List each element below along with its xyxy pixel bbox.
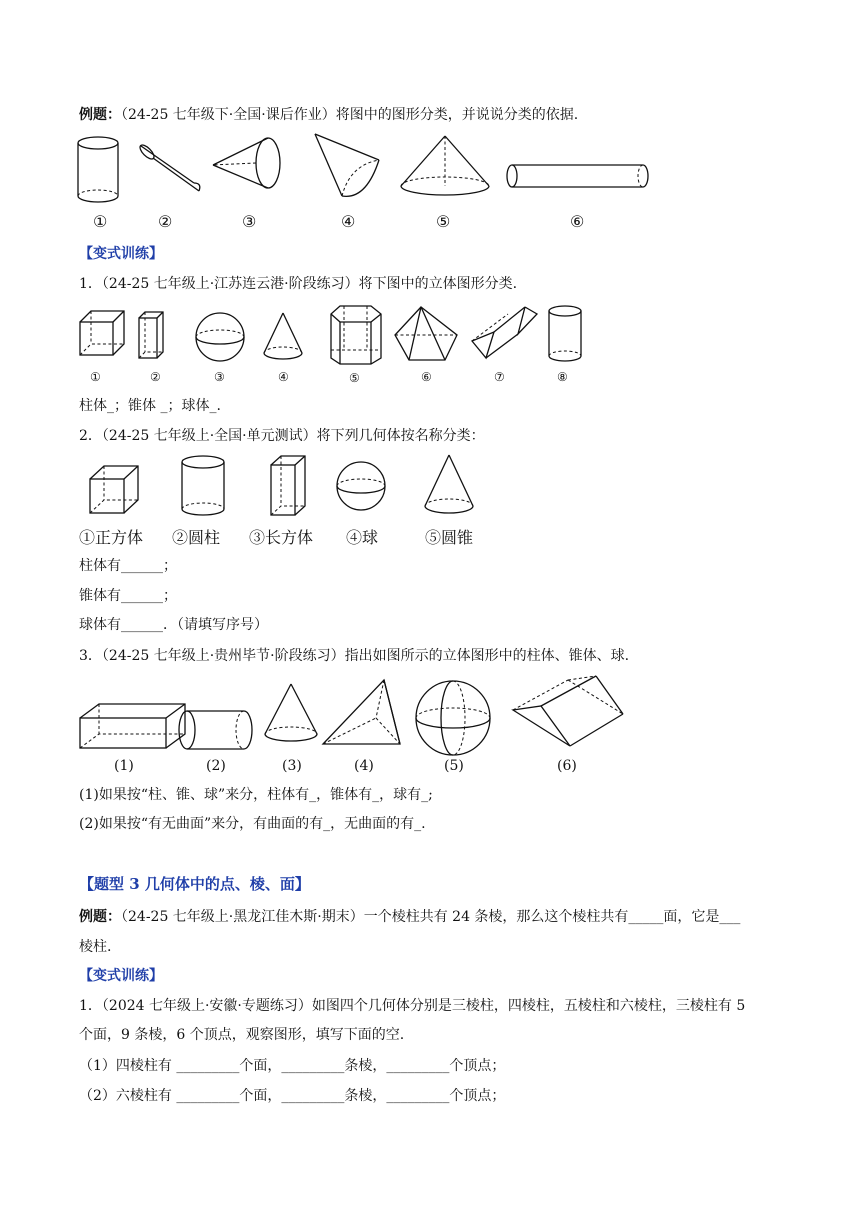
fig-e1-cylinder-upright (78, 137, 118, 202)
fig-e1-cone-horizontal (213, 138, 280, 188)
q1-answer-line: 柱体_；锥体 _；球体_. (79, 398, 221, 414)
q2-sphere-line: 球体有______．（请填写序号） (79, 617, 268, 633)
fig-label: (3) (282, 758, 302, 774)
q4-sub2: （2）六棱柱有 _________个面，_________条棱，_________个顶点； (79, 1088, 506, 1104)
fig-q2-cuboid (271, 456, 305, 515)
fig-q1-cube (80, 311, 124, 355)
q3-sub2: (2)如果按“有无曲面”来分，有曲面的有_，无曲面的有_. (79, 816, 426, 832)
fig-label: (6) (557, 758, 577, 774)
fig-q2-cylinder (182, 456, 224, 515)
section3-example (79, 908, 740, 926)
fig-q1-hexagonal-prism (331, 306, 381, 364)
fig-label: ④球 (346, 528, 379, 547)
fig-label: ① (90, 370, 101, 384)
fig-q2-cone (425, 455, 473, 513)
fig-q3-cylinder (179, 711, 252, 749)
fig-label: ⑧ (557, 370, 568, 384)
fig-q1-pyramid (395, 307, 457, 360)
fig-q1-triangular-prism (472, 307, 537, 358)
q1-statement: 1．（24-25 七年级上·江苏连云港·阶段练习）将下图中的立体图形分类. (79, 276, 518, 292)
fig-label: ⑦ (494, 370, 505, 384)
fig-q3-tetrahedron (323, 680, 400, 744)
q4-statement-cont: 个面，9 条棱，6 个顶点，观察图形，填写下面的空. (79, 1027, 405, 1043)
fig-label: (5) (444, 758, 464, 774)
fig-label: (2) (206, 758, 226, 774)
fig-label: ⑤圆锥 (425, 528, 474, 547)
fig-q1-sphere (196, 313, 244, 361)
fig-e1-cylinder-tilted (138, 143, 200, 191)
q2-pyramid-line: 锥体有______； (79, 588, 177, 604)
fig-label: ③ (242, 212, 257, 231)
fig-e1-cylinder-long (507, 165, 648, 187)
fig-e1-cone-upright (401, 136, 489, 195)
fig-label: ④ (341, 212, 356, 231)
section3-example-cont: 棱柱. (79, 939, 112, 955)
fig-label: ③长方体 (249, 528, 314, 547)
fig-q3-triangular-prism (513, 676, 623, 746)
fig-label: ②圆柱 (172, 528, 221, 547)
q3-sub1: (1)如果按“柱、锥、球”来分，柱体有_，锥体有_，球有_; (79, 787, 433, 803)
fig-label: ② (158, 212, 173, 231)
example-1-text: （24-25 七年级下·全国·课后作业）将图中的图形分类，并说说分类的依据. (121, 107, 579, 123)
fig-label: ② (150, 370, 161, 384)
example-label: 例题： (79, 107, 121, 123)
fig-q3-sphere (416, 681, 490, 755)
fig-q1-cone (264, 313, 302, 359)
q4-statement: 1．（2024 七年级上·安徽·专题练习）如图四个几何体分别是三棱柱，四棱柱，五棱柱和六棱柱，三棱柱有 5 (79, 998, 746, 1014)
section3-example-text: （24-25 七年级上·黑龙江佳木斯·期末）一个棱柱共有 24 条棱，那么这个棱柱共有_____面，它是___ (121, 909, 741, 925)
fig-q2-sphere (337, 462, 385, 510)
fig-e1-cone-tilted (315, 134, 379, 196)
variant-heading: 【变式训练】 (79, 968, 163, 984)
fig-q2-cube (90, 466, 138, 513)
q3-statement: 3．（24-25 七年级上·贵州毕节·阶段练习）指出如图所示的立体图形中的柱体、锥体、球. (79, 648, 630, 664)
example-label: 例题： (79, 909, 121, 925)
fig-label: ⑥ (421, 370, 432, 384)
q4-sub1: （1）四棱柱有 _________个面，_________条棱，_________个顶点； (79, 1058, 506, 1074)
fig-label: (4) (354, 758, 374, 774)
fig-label: ①正方体 (79, 528, 144, 547)
q2-statement: 2．（24-25 七年级上·全国·单元测试）将下列几何体按名称分类： (79, 428, 485, 444)
fig-label: ⑤ (349, 371, 360, 385)
fig-label: ④ (278, 370, 289, 384)
fig-label: ① (93, 212, 108, 231)
section-heading: 【题型 3 几何体中的点、棱、面】 (79, 875, 310, 893)
fig-q1-cuboid (139, 312, 163, 358)
q2-prism-line: 柱体有______； (79, 558, 177, 574)
fig-q3-cone (265, 684, 317, 741)
fig-label: (1) (114, 758, 134, 774)
fig-q1-cylinder (549, 306, 581, 361)
fig-q3-cuboid (80, 704, 185, 748)
fig-label: ③ (214, 370, 225, 384)
fig-label: ⑤ (436, 212, 451, 231)
variant-heading: 【变式训练】 (79, 246, 163, 262)
fig-label: ⑥ (570, 212, 585, 231)
